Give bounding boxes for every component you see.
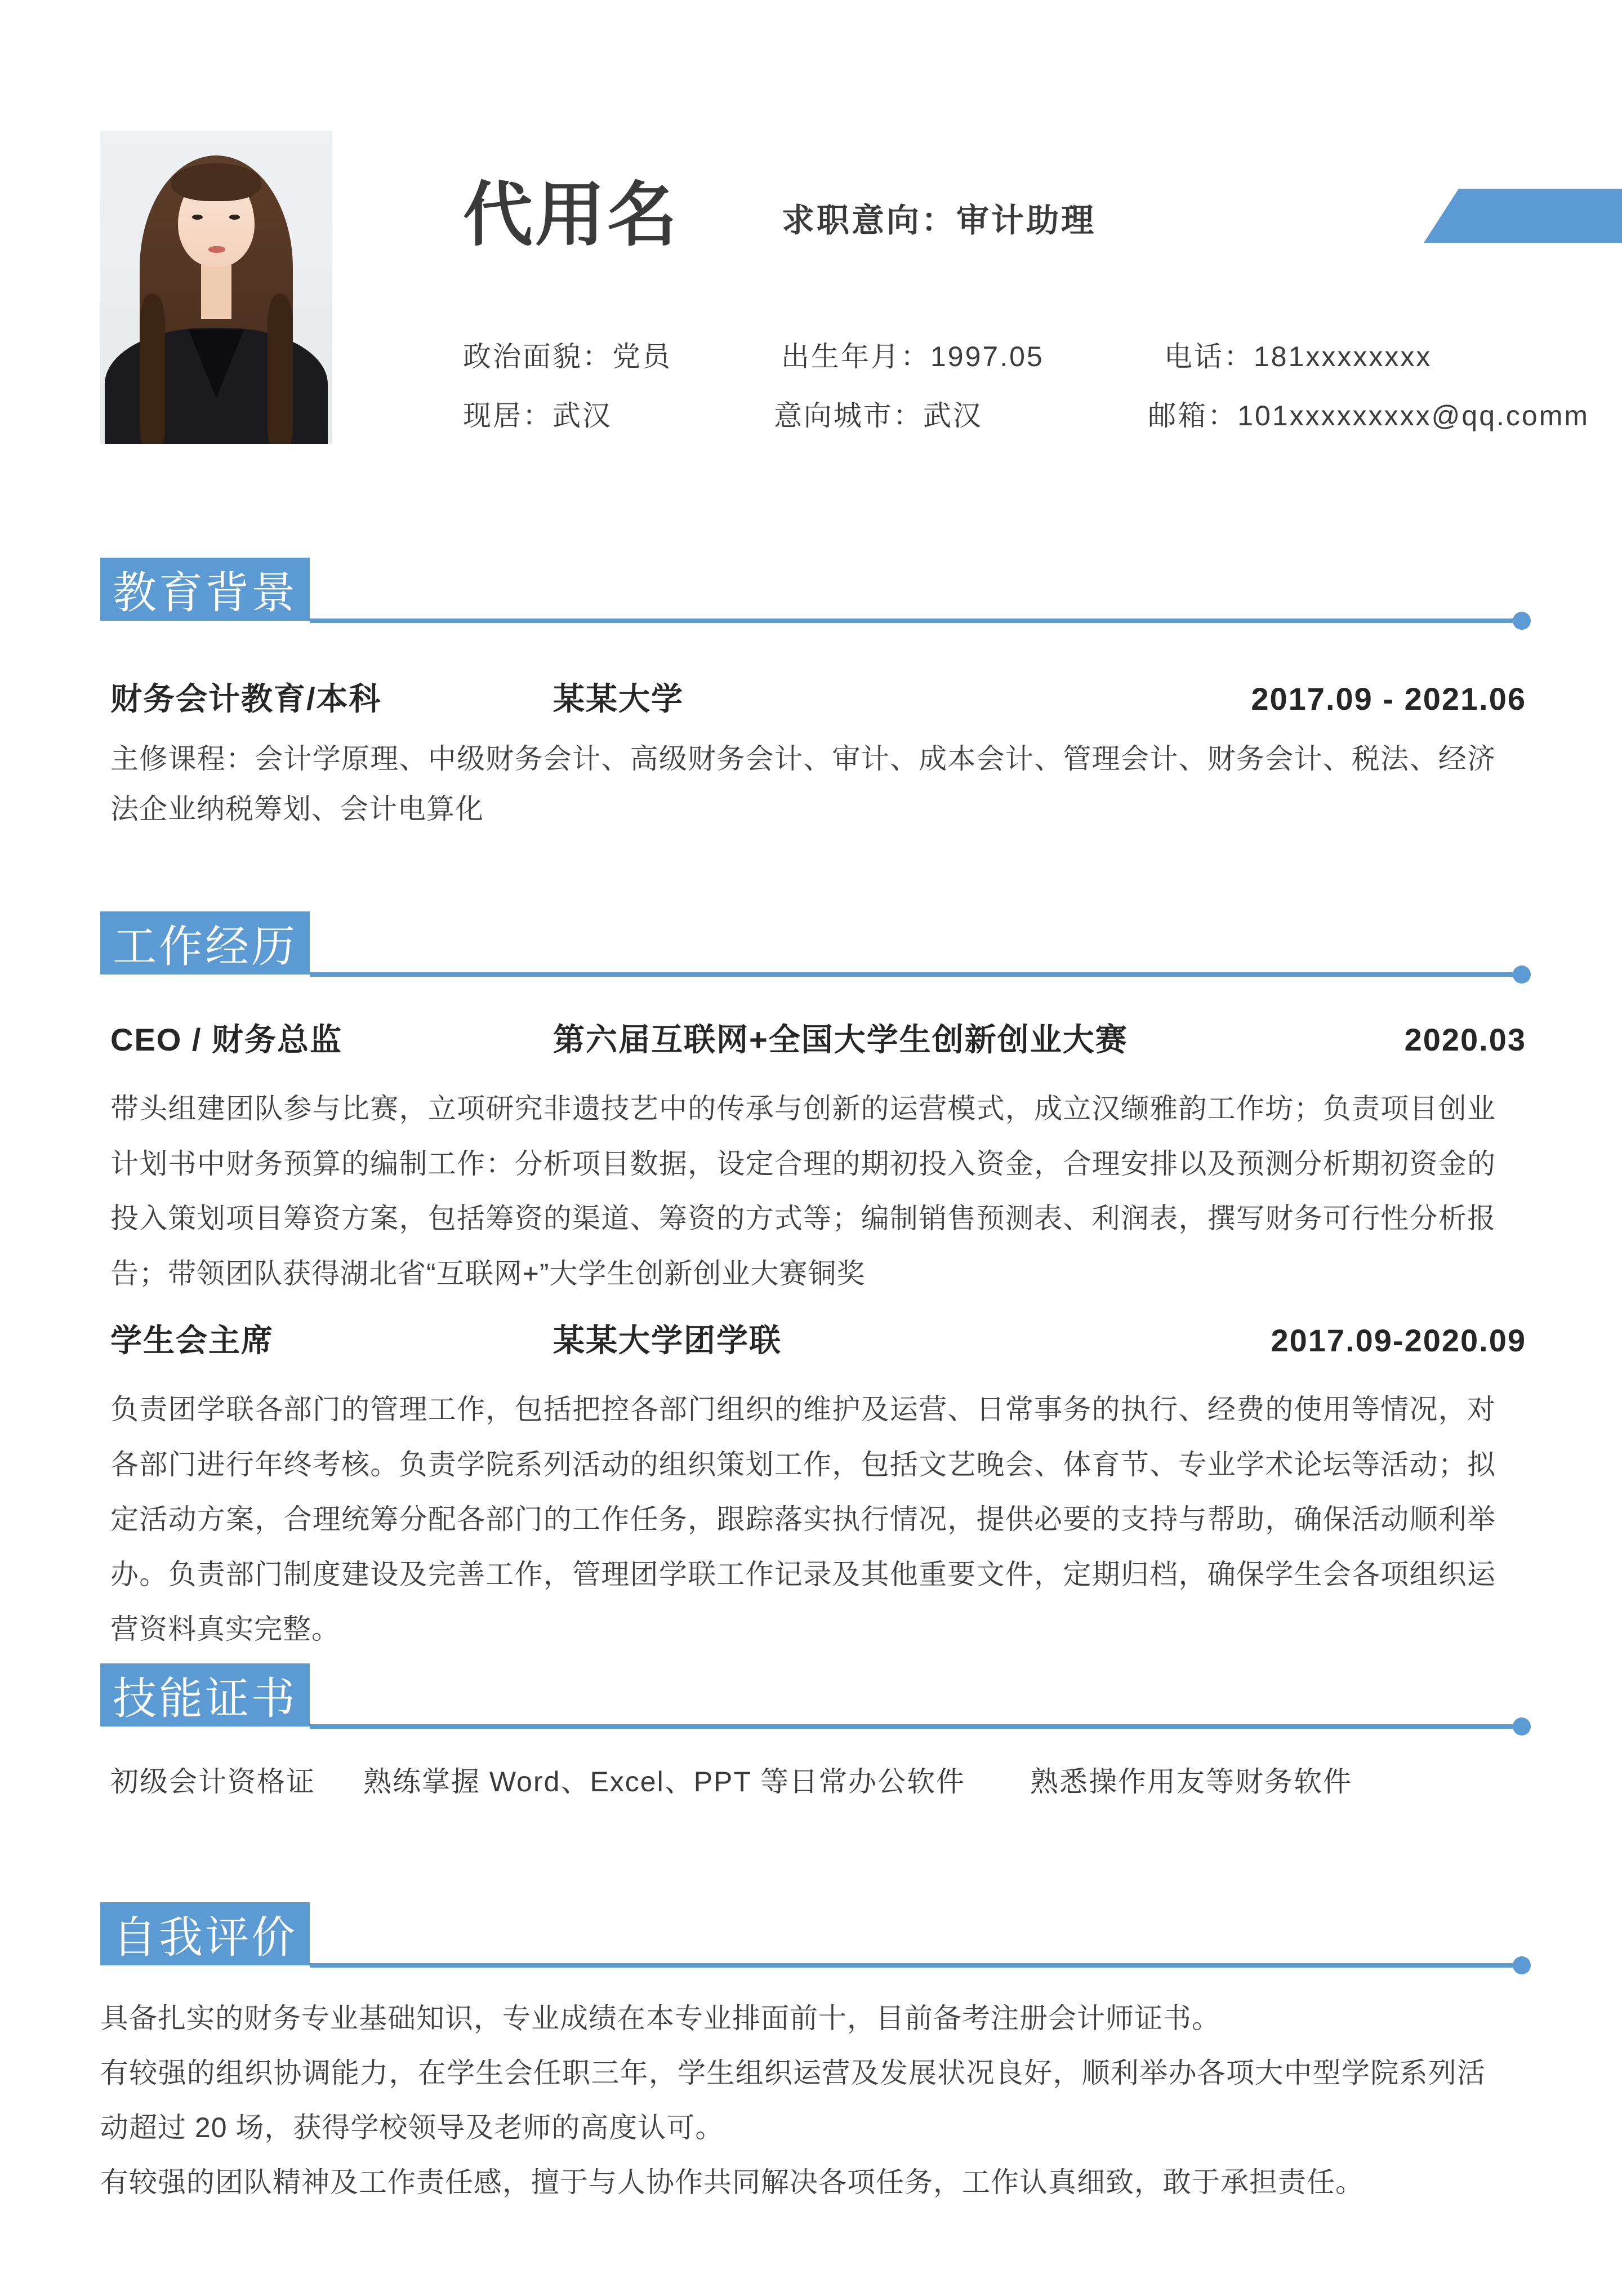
photo-hair-strand <box>140 293 165 444</box>
job-description: 带头组建团队参与比赛，立项研究非遗技艺中的传承与创新的运营模式，成立汉缬雅韵工作坊；负责项目创业计划书中财务预算的编制工作：分析项目数据，设定合理的期初投入资金，合理安排以及预测分析期初资金的投入策划项目筹资方案，包括筹资的渠道、筹资的方式等；编制销售预测表、利润表，撰写财务可行性分析报告；带领团队获得湖北省“互联网+”大学生创新创业大赛铜奖 <box>110 1093 1496 1289</box>
info-label: 现居： <box>463 399 552 431</box>
section-rule-dot <box>1513 612 1531 630</box>
info-value: 党员 <box>612 340 672 372</box>
self-evaluation-paragraph: 具备扎实的财务专业基础知识，专业成绩在本专业排面前十，目前备考注册会计师证书。 <box>100 2003 1220 2034</box>
info-value: 武汉 <box>552 399 612 431</box>
section-skills-certificates <box>100 1663 1526 1800</box>
skills-row <box>110 1759 1526 1800</box>
job-role: CEO / 财务总监 <box>110 1022 343 1057</box>
info-target-city <box>774 393 1148 434</box>
photo-lips <box>208 246 226 253</box>
section-rule-dot <box>1513 1717 1531 1736</box>
job-period: 2017.09-2020.09 <box>1271 1323 1526 1358</box>
skill-item: 熟悉操作用友等财务软件 <box>1030 1766 1352 1797</box>
section-title-skills: 技能证书 <box>100 1663 310 1727</box>
section-header <box>100 1663 1526 1727</box>
self-evaluation-paragraph: 有较强的组织协调能力，在学生会任职三年，学生组织运营及发展状况良好，顺利举办各项大中型学院系列活动超过 20 场，获得学校领导及老师的高度认可。 <box>100 2057 1486 2143</box>
candidate-photo <box>100 131 332 444</box>
job-role: 学生会主席 <box>110 1323 274 1358</box>
section-rule-dot <box>1513 1956 1531 1974</box>
section-self-evaluation <box>100 1902 1526 2210</box>
job-description: 负责团学联各部门的管理工作，包括把控各部门组织的维护及运营、日常事务的执行、经费的使用等情况，对各部门进行年终考核。负责学院系列活动的组织策划工作，包括文艺晚会、体育节、专业学术论坛等活动；拟定活动方案，合理统筹分配各部门的工作任务，跟踪落实执行情况，提供必要的支持与帮助，确保活动顺利举办。负责部门制度建设及完善工作，管理团学联工作记录及其他重要文件，定期归档，确保学生会各项组织运营资料真实完整。 <box>110 1394 1496 1645</box>
section-work-experience <box>100 911 1526 1657</box>
info-row <box>463 384 1589 443</box>
job-period: 2020.03 <box>1404 1022 1526 1057</box>
education-courses: 主修课程：会计学原理、中级财务会计、高级财务会计、审计、成本会计、管理会计、财务会计、税法、经济法企业纳税筹划、会计电算化 <box>110 743 1496 825</box>
job-organization: 某某大学团学联 <box>553 1323 782 1358</box>
photo-bangs <box>171 163 262 201</box>
info-value: 181xxxxxxxx <box>1254 340 1432 372</box>
section-header <box>100 1902 1526 1965</box>
info-political-status <box>463 334 781 375</box>
section-rule-line <box>310 1963 1513 1968</box>
section-rule-dot <box>1513 965 1531 984</box>
education-school: 某某大学 <box>553 681 684 717</box>
corner-ribbon-shape <box>1424 189 1622 243</box>
section-title-education: 教育背景 <box>100 558 310 621</box>
info-birth-date <box>781 334 1164 375</box>
info-current-city <box>463 393 774 434</box>
info-label: 电话： <box>1164 340 1254 372</box>
info-value: 1997.05 <box>930 340 1044 372</box>
section-rule-line <box>310 1724 1513 1729</box>
self-evaluation-text <box>100 1991 1526 2210</box>
skill-item: 初级会计资格证 <box>110 1766 315 1797</box>
section-title-work: 工作经历 <box>100 911 310 975</box>
info-value: 武汉 <box>923 399 983 431</box>
info-row <box>463 324 1589 384</box>
info-email <box>1148 393 1589 434</box>
section-rule-line <box>310 619 1513 623</box>
job-entry-row <box>110 1316 1526 1361</box>
section-header <box>100 558 1526 621</box>
info-value: 101xxxxxxxxx@qq.comm <box>1237 399 1589 431</box>
info-phone <box>1164 334 1589 375</box>
info-label: 意向城市： <box>773 399 923 431</box>
section-education <box>100 558 1526 834</box>
info-label: 邮箱： <box>1148 399 1238 431</box>
section-title-self-eval: 自我评价 <box>100 1902 310 1965</box>
section-rule-line <box>310 972 1513 977</box>
self-evaluation-paragraph: 有较强的团队精神及工作责任感，擅于与人协作共同解决各项任务，工作认真细致，敢于承担责任。 <box>100 2166 1364 2198</box>
info-label: 政治面貌： <box>463 340 612 372</box>
job-organization: 第六届互联网+全国大学生创新创业大赛 <box>553 1022 1128 1057</box>
job-entry-row <box>110 1015 1526 1060</box>
section-header <box>100 911 1526 975</box>
job-objective: 求职意向：审计助理 <box>782 202 1097 239</box>
education-major: 财务会计教育/本科 <box>110 681 382 717</box>
candidate-name: 代用名 <box>463 176 680 254</box>
skill-item: 熟练掌握 Word、Excel、PPT 等日常办公软件 <box>363 1766 965 1797</box>
info-label: 出生年月： <box>781 340 930 372</box>
education-period: 2017.09 - 2021.06 <box>1251 681 1526 717</box>
personal-info-grid <box>463 324 1589 443</box>
photo-hair-strand <box>268 293 293 444</box>
education-entry-row <box>110 674 1526 719</box>
